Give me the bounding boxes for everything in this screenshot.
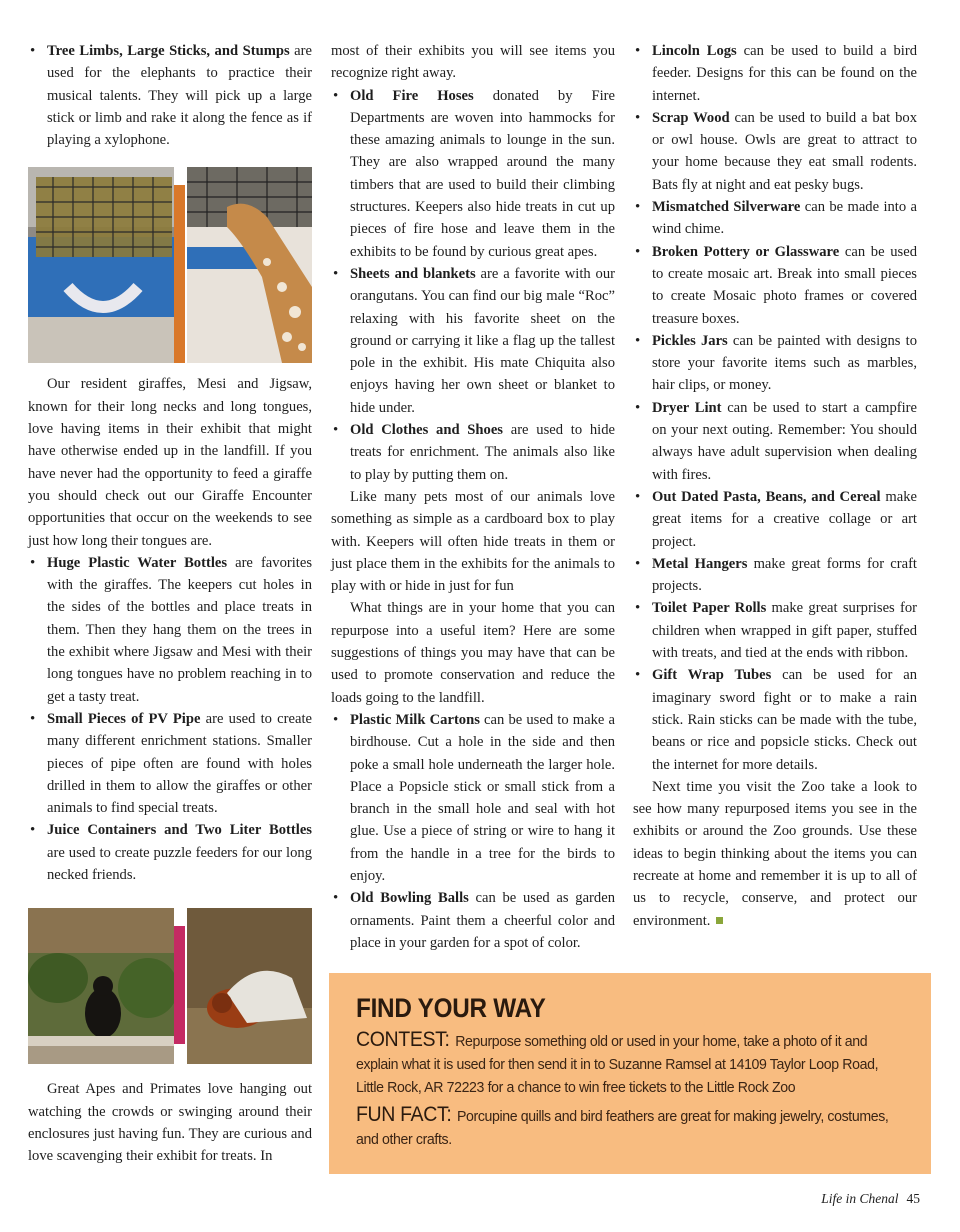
list-item xyxy=(633,330,917,397)
bullet-list xyxy=(331,85,615,486)
list-item xyxy=(331,709,615,887)
closing-text: Next time you visit the Zoo take a look to see how many repurposed items you see in the exhibits or around the Zoo grounds. Use these ideas to begin thinking about the items you can recreate at home and remember it is up to all of us to recycle, conserve, and protect our environment. xyxy=(633,778,917,929)
list-item xyxy=(633,196,917,241)
list-item xyxy=(28,708,312,819)
item-text: can be used to create mosaic art. Break into small pieces to create Mosaic photo frames or covered treasure boxes. xyxy=(652,243,917,327)
contest-paragraph xyxy=(356,1028,905,1099)
item-text: make great items for a creative collage or art project. xyxy=(652,488,917,550)
item-heading: Tree Limbs, Large Sticks, and Stumps xyxy=(47,43,290,59)
magazine-name: Life in Chenal xyxy=(821,1191,899,1206)
item-text: can be made into a wind chime. xyxy=(652,199,917,238)
item-heading: Gift Wrap Tubes xyxy=(652,667,772,684)
item-text: can be painted with designs to store your favorite items such as marbles, hair clips, or money. xyxy=(652,332,917,394)
end-mark-icon xyxy=(716,917,723,924)
list-item xyxy=(331,263,615,419)
find-your-way-box xyxy=(329,973,931,1174)
list-item xyxy=(331,419,615,486)
item-text: are favorites with the giraffes. The keepers cut holes in the sides of the bottles and place treats in them. Then they hang them on the trees in the exhibit where Jigsaw and Mesi with their long tongues have no problem reaching in to get a tasty treat. xyxy=(47,554,313,705)
item-text: donated by Fire Departments are woven into hammocks for these amazing animals to lounge in the sun. They are also wrapped around the many timbers that are used to build their climbing structures. Keepers also hide treats in cut up pieces of fire hose and leave them in the exhibits to be found by curious great apes. xyxy=(350,87,616,260)
list-item xyxy=(331,887,615,954)
item-heading: Dryer Lint xyxy=(652,399,722,416)
home-paragraph: What things are in your home that you can repurpose into a useful item? Here are some suggestions of things you may have that can be used to promote conservation and reduce the loads going to the landfill. xyxy=(331,600,615,706)
item-text: can be used as garden ornaments. Paint them a cheerful color and place in your garden for a spot of color. xyxy=(350,890,615,951)
item-text: can be used for an imaginary sword fight or to make a rain stick. Rain sticks can be made with the tube, beans or rice and popsicle sticks. Check out the internet for more details. xyxy=(652,667,917,773)
chimpanzee-photo xyxy=(28,908,174,1064)
fun-fact-text: Porcupine quills and bird feathers are great for making jewelry, costumes, and other crafts. xyxy=(356,1108,889,1148)
item-heading: Metal Hangers xyxy=(652,555,748,572)
pets-paragraph: Like many pets most of our animals love something as simple as a cardboard box to play with. Keepers will often hide treats in them or just place them in the exhibits for the animals to play with or hide in just for fun xyxy=(331,488,615,595)
fun-fact-label: FUN FACT: xyxy=(356,1103,452,1126)
item-text: can be used to start a campfire on your next outing. Remember: You should always have adult supervision when dealing with fires. xyxy=(652,399,918,483)
contest-text: Repurpose something old or used in your home, take a photo of it and explain what it is used for then send it in to Suzanne Ramsel at 14109 Taylor Loop Road, Little Rock, AR 72223 for a chance to win free tickets to the Little Rock Zoo xyxy=(356,1033,879,1096)
list-item xyxy=(28,40,312,151)
bullet-list xyxy=(331,709,615,954)
closing-paragraph xyxy=(633,776,917,932)
accent-bar xyxy=(174,185,185,363)
item-heading: Out Dated Pasta, Beans, and Cereal xyxy=(652,488,881,505)
list-item xyxy=(633,40,917,107)
lead-paragraph: most of their exhibits you will see items you recognize right away. xyxy=(331,43,615,82)
list-item xyxy=(28,819,312,886)
bullet-list xyxy=(28,40,312,151)
item-text: can be used to build a bird feeder. Designs for this can be found on the internet. xyxy=(652,43,917,104)
column-1 xyxy=(28,40,312,1168)
item-text: are used to create many different enrichment stations. Smaller pieces of pipe often are found with holes drilled in them to allow the giraffes or other animals to find special treats. xyxy=(47,710,312,817)
apes-photo xyxy=(28,908,312,1064)
list-item xyxy=(633,397,917,486)
item-heading: Small Pieces of PV Pipe xyxy=(47,710,201,727)
fun-fact-paragraph xyxy=(356,1103,905,1151)
list-item xyxy=(331,85,615,263)
column-3 xyxy=(633,40,917,932)
page-footer xyxy=(760,1191,920,1207)
list-item xyxy=(633,553,917,598)
item-heading: Old Clothes and Shoes xyxy=(350,422,503,439)
item-heading: Toilet Paper Rolls xyxy=(652,600,767,617)
item-heading: Mismatched Silverware xyxy=(652,199,801,216)
item-heading: Old Fire Hoses xyxy=(350,87,474,104)
list-item xyxy=(633,241,917,330)
list-item xyxy=(633,107,917,196)
item-heading: Pickles Jars xyxy=(652,332,728,349)
item-heading: Huge Plastic Water Bottles xyxy=(47,554,228,571)
orangutan-photo xyxy=(187,908,312,1064)
contest-label: CONTEST: xyxy=(356,1028,450,1051)
apes-paragraph: Great Apes and Primates love hanging out watching the crowds or swinging around their enclosures just having fun. They are curious and love scavenging their exhibit for treats. In xyxy=(28,1081,312,1165)
item-heading: Scrap Wood xyxy=(652,109,730,126)
item-text: can be used to make a birdhouse. Cut a hole in the side and then poke a small hole underneath the larger hole. Place a Popsicle stick or small stick from a branch in the small hole and seal with hot glue. Use a piece of string or wire to hang it from the handle in a tree for the birds to enjoy. xyxy=(350,711,615,884)
item-heading: Old Bowling Balls xyxy=(350,890,469,907)
page-number: 45 xyxy=(906,1191,920,1206)
item-text: can be used to build a bat box or owl house. Owls are great to attract to your home because they eat small rodents. Bats fly at night and eat pesky bugs. xyxy=(652,109,917,193)
item-text: are used to hide treats for enrichment. The animals also like to play by putting them on. xyxy=(350,422,615,483)
box-title: FIND YOUR WAY xyxy=(356,993,546,1023)
column-2 xyxy=(331,40,615,954)
item-text: are used to create puzzle feeders for our long necked friends. xyxy=(47,844,312,884)
list-item xyxy=(633,664,917,775)
item-heading: Plastic Milk Cartons xyxy=(350,711,480,728)
bullet-list xyxy=(28,552,312,886)
bullet-list xyxy=(633,40,917,776)
item-heading: Juice Containers and Two Liter Bottles xyxy=(47,822,312,839)
item-heading: Sheets and blankets xyxy=(350,265,476,282)
item-text: make great surprises for children when wrapped in gift paper, stuffed with treats, and tied at the ends with ribbon. xyxy=(652,600,917,662)
giraffe-eating-photo xyxy=(187,167,312,363)
item-heading: Lincoln Logs xyxy=(652,43,737,59)
list-item xyxy=(633,486,917,553)
item-heading: Broken Pottery or Glassware xyxy=(652,243,840,260)
list-item xyxy=(633,597,917,664)
giraffe-photo xyxy=(28,167,312,363)
item-text: are used for the elephants to practice their musical talents. They will pick up a large stick or limb and rake it along the fence as if playing a xylophone. xyxy=(47,43,312,149)
item-text: are a favorite with our orangutans. You can find our big male “Roc” relaxing with his favorite sheet on the ground or carrying it like a flag up the tallest pole in the exhibit. His mate Chiquita also enjoys having her own sheet or blanket to hide under. xyxy=(350,265,616,416)
giraffe-paragraph: Our resident giraffes, Mesi and Jigsaw, known for their long necks and long tongues, love having items in their exhibit that might have otherwise ended up in the landfill. If you have never had the opportunity to feed a giraffe you should check out our Giraffe Encounter opportunities that occur on the weekends to see just how long their tongues are. xyxy=(28,376,312,549)
accent-bar xyxy=(174,926,185,1044)
feeder-basket-photo xyxy=(28,167,174,363)
list-item xyxy=(28,552,312,708)
item-text: make great forms for craft projects. xyxy=(652,555,917,595)
